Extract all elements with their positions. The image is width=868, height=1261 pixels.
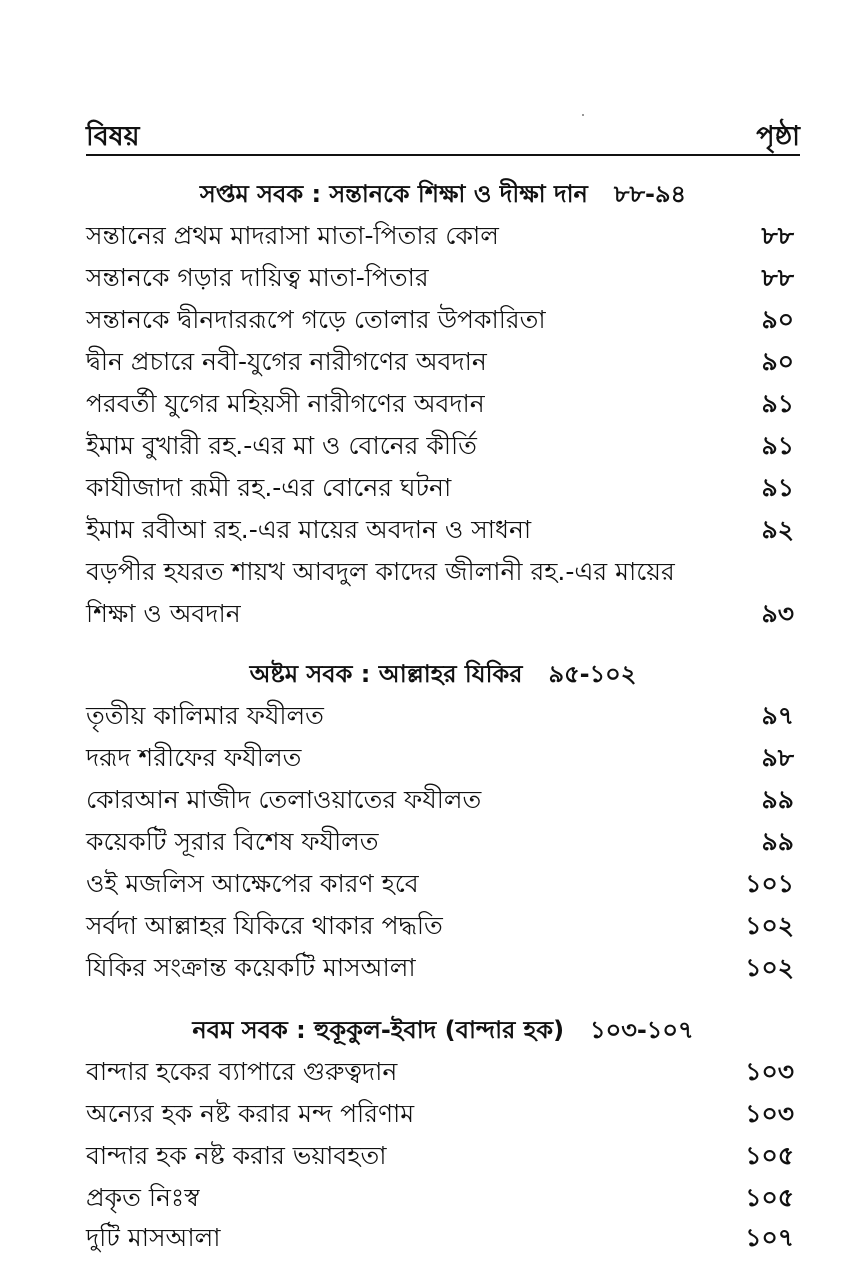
entry-page: ৯৩ [761, 599, 794, 628]
entry-title: বান্দার হকের ব্যাপারে গুরুত্বদান [86, 1057, 398, 1086]
entry-page: ৯০ [761, 305, 794, 334]
entry-title: কাযীজাদা রূমী রহ.-এর বোনের ঘটনা [86, 473, 452, 502]
toc-entry [86, 822, 794, 858]
entry-title: বান্দার হক নষ্ট করার ভয়াবহতা [86, 1141, 387, 1170]
header-divider [86, 154, 800, 156]
entry-page: ৯৯ [761, 827, 794, 856]
toc-entry [86, 864, 794, 900]
entry-page: ১০৭ [745, 1223, 794, 1252]
section-title: সপ্তম সবক : সন্তানকে শিক্ষা ও দীক্ষা দান [199, 180, 588, 208]
toc-entry [86, 696, 794, 732]
entry-page: ৮৮ [761, 263, 794, 292]
subject-column-label: বিষয় [86, 121, 140, 152]
entry-title: দ্বীন প্রচারে নবী-যুগের নারীগণের অবদান [86, 347, 487, 376]
toc-entry [86, 1052, 794, 1088]
toc-entry [86, 216, 794, 252]
toc-entry [86, 384, 794, 420]
entry-title: কোরআন মাজীদ তেলাওয়াতের ফযীলত [86, 785, 482, 814]
entry-title: সন্তানকে দ্বীনদাররূপে গড়ে তোলার উপকারিতা [86, 305, 546, 334]
entry-title: সন্তানকে গড়ার দায়িত্ব মাতা-পিতার [86, 263, 429, 292]
entry-page: ৯১ [761, 473, 794, 502]
entry-title: পরবর্তী যুগের মহিয়সী নারীগণের অবদান [86, 389, 485, 418]
toc-entry [86, 258, 794, 294]
entry-page: ৯২ [761, 515, 794, 544]
toc-header [86, 108, 800, 152]
toc-entry [86, 1136, 794, 1172]
section-heading [86, 176, 800, 212]
toc-entry [86, 1218, 794, 1254]
entry-page: ৯১ [761, 389, 794, 418]
entry-page: ৯৭ [761, 701, 794, 730]
entry-page: ১০৫ [745, 1183, 794, 1212]
section-heading [86, 1012, 800, 1048]
entry-page: ৯১ [761, 431, 794, 460]
toc-entry [86, 738, 794, 774]
entry-page: ১০২ [745, 911, 794, 940]
entry-page: ১০২ [745, 953, 794, 982]
entry-title: প্রকৃত নিঃস্ব [86, 1183, 200, 1212]
entry-page: ১০১ [745, 869, 794, 898]
section-title: অষ্টম সবক : আল্লাহর যিকির [249, 660, 523, 688]
toc-entry [86, 906, 794, 942]
toc-entry [86, 300, 794, 336]
entry-page: ১০৫ [745, 1141, 794, 1170]
entry-title: ইমাম রবীআ রহ.-এর মায়ের অবদান ও সাধনা [86, 515, 532, 544]
entry-page: ১০৩ [745, 1099, 794, 1128]
section-title: নবম সবক : হুকূকুল-ইবাদ (বান্দার হক) [192, 1016, 565, 1044]
toc-entry [86, 948, 794, 984]
entry-title: যিকির সংক্রান্ত কয়েকটি মাসআলা [86, 953, 416, 982]
entry-page: ১০৩ [745, 1057, 794, 1086]
entry-title: শিক্ষা ও অবদান [86, 599, 241, 628]
toc-entry [86, 468, 794, 504]
toc-entry [86, 780, 794, 816]
entry-title: বড়পীর হযরত শায়খ আবদুল কাদের জীলানী রহ.-এর মায়ের [86, 557, 675, 586]
entry-title: ওই মজলিস আক্ষেপের কারণ হবে [86, 869, 419, 898]
entry-title: তৃতীয় কালিমার ফযীলত [86, 701, 324, 730]
toc-entry [86, 1178, 794, 1214]
entry-title: অন্যের হক নষ্ট করার মন্দ পরিণাম [86, 1099, 415, 1128]
entry-page: ৯০ [761, 347, 794, 376]
toc-entry [86, 594, 794, 630]
toc-entry [86, 1094, 794, 1130]
entry-title: কয়েকটি সূরার বিশেষ ফযীলত [86, 827, 379, 856]
toc-entry [86, 426, 794, 462]
section-page-range: ১০৩-১০৭ [590, 1016, 694, 1044]
toc-entry [86, 342, 794, 378]
page-column-label: পৃষ্ঠা [756, 121, 800, 152]
entry-title: দরূদ শরীফের ফযীলত [86, 743, 302, 772]
entry-page: ৮৮ [761, 221, 794, 250]
toc-entry [86, 552, 794, 588]
section-page-range: ৮৮-৯৪ [613, 180, 687, 208]
section-page-range: ৯৫-১০২ [548, 660, 637, 688]
section-heading [86, 656, 800, 692]
entry-page: ৯৮ [761, 743, 794, 772]
entry-title: সন্তানের প্রথম মাদরাসা মাতা-পিতার কোল [86, 221, 499, 250]
entry-title: ইমাম বুখারী রহ.-এর মা ও বোনের কীর্তি [86, 431, 477, 460]
entry-title: সর্বদা আল্লাহর যিকিরে থাকার পদ্ধতি [86, 911, 443, 940]
entry-title: দুটি মাসআলা [86, 1223, 221, 1252]
entry-page: ৯৯ [761, 785, 794, 814]
toc-entry [86, 510, 794, 546]
